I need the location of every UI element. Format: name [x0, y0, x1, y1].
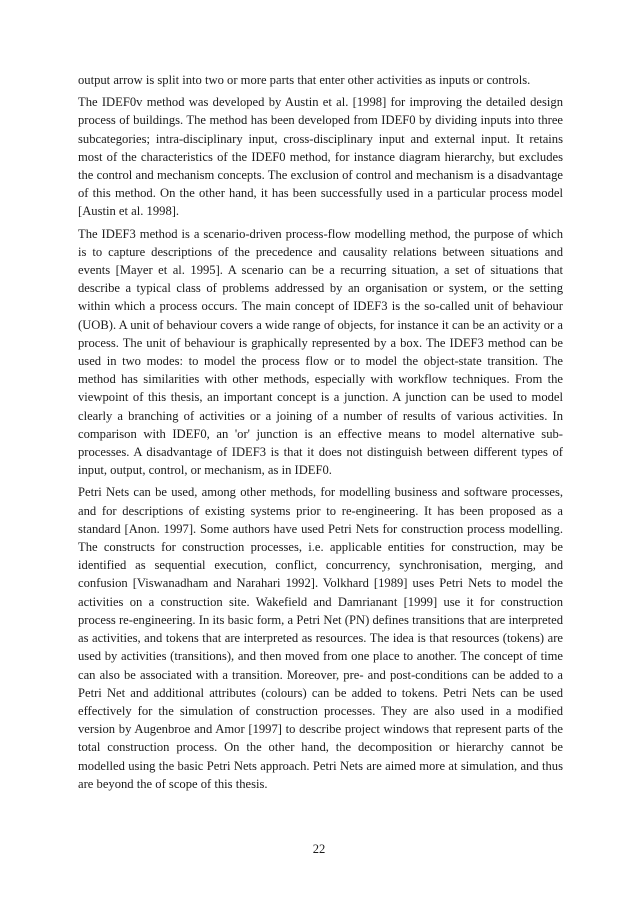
page-number: 22	[312, 842, 326, 856]
paragraph-idef3: The IDEF3 method is a scenario-driven process-flow modelling method, the purpose of which is to capture descriptions of the precedence and causality relations between situations and events [Mayer et al. 1995]. A scenario can be a recurring situation, a set of situations that describe a typical class of problems addressed by an organisation or system, or the setting within which a process occurs. The main concept of IDEF3 is the so-called unit of behaviour (UOB). A unit of behaviour covers a wide range of objects, for instance it can be an activity or a process. The unit of behaviour is graphically represented by a box. The IDEF3 method can be used in two modes: to model the process flow or to model the object-state transition. The method has similarities with other methods, especially with workflow techniques. From the viewpoint of this thesis, an important concept is a junction. A junction can be used to model clearly a branching of activities or a joining of a number of results of various activities. In comparison with IDEF0, an 'or' junction is an effective means to model alternative sub-processes. A disadvantage of IDEF3 is that it does not distinguish between different types of input, output, control, or mechanism, as in IDEF0.	[78, 226, 563, 478]
paragraph-idef0v: The IDEF0v method was developed by Austin et al. [1998] for improving the detailed design process of buildings. The method has been developed from IDEF0 by dividing inputs into three subcategories; intra-disciplinary input, cross-disciplinary input and external input. It retains most of the characteristics of the IDEF0 method, for instance diagram hierarchy, but excludes the control and mechanism concepts. The exclusion of control and mechanism is a disadvantage of this method. On the other hand, it has been successfully used in a particular process model [Austin et al. 1998].	[78, 95, 563, 219]
body-text	[78, 71, 563, 797]
paragraph-petri-nets: Petri Nets can be used, among other methods, for modelling business and software processes, and for descriptions of existing systems prior to re-engineering. It has been proposed as a standard [Anon. 1997]. Some authors have used Petri Nets for construction process modelling. The constructs for construction processes, i.e. applicable entities for construction, may be identified as sequential execution, conflict, concurrency, synchronisation, merging, and confusion [Viswanadham and Narahari 1992]. Volkhard [1989] uses Petri Nets to model the activities on a construction site. Wakefield and Damrianant [1999] use it for construction process re-engineering. In its basic form, a Petri Net (PN) defines transitions that are interpreted as activities, and tokens that are interpreted as resources. The idea is that resources (tokens) are used by activities (transitions), and then moved from one place to another. The concept of time can also be associated with a transition. Moreover, pre- and post-conditions can be added to a Petri Net and additional attributes (colours) can be added to tokens. Petri Nets can be used effectively for the simulation of construction processes. They are also used in a modified version by Augenbroe and Amor [1997] to describe project windows that represent parts of the total construction process. On the other hand, the decomposition or hierarchy cannot be modelled using the basic Petri Nets approach. Petri Nets are aimed more at simulation, and thus are beyond the of scope of this thesis.	[78, 485, 563, 791]
paragraph-idef0-continuation: output arrow is split into two or more parts that enter other activities as inputs or controls.	[78, 73, 531, 87]
